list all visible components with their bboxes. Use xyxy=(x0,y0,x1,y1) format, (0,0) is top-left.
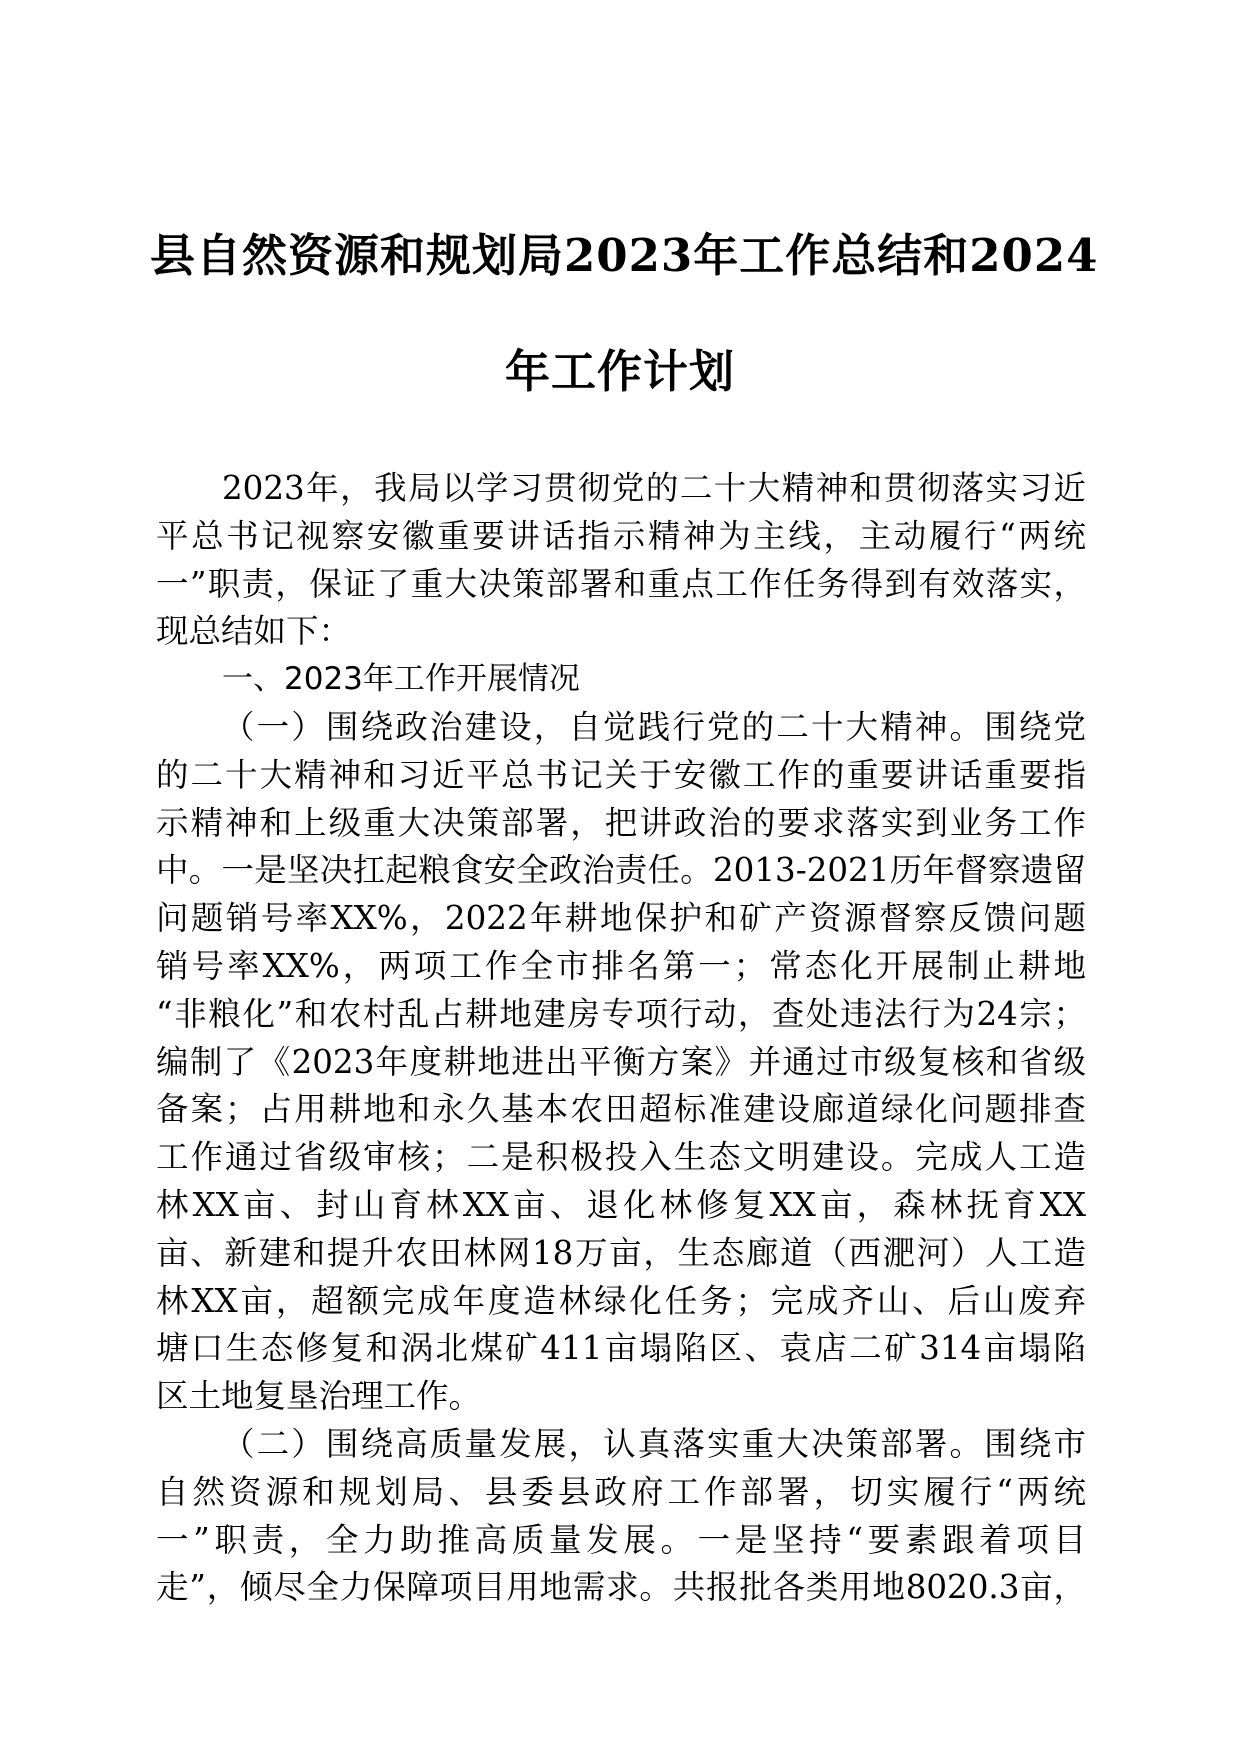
paragraph-line: 中。一是坚决扛起粮食安全政治责任。2013-2021历年督察遗留 xyxy=(156,851,1086,890)
paragraph-line: 区土地复垦治理工作。 xyxy=(156,1377,482,1416)
paragraph-line: 塘口生态修复和涡北煤矿411亩塌陷区、袁店二矿314亩塌陷 xyxy=(156,1329,1086,1368)
paragraph-line: 一”职责，全力助推高质量发展。一是坚持“要素跟着项目 xyxy=(156,1520,1086,1559)
paragraph-line: 走”，倾尽全力保障项目用地需求。共报批各类用地8020.3亩， xyxy=(156,1568,1086,1607)
paragraph-line: 的二十大精神和习近平总书记关于安徽工作的重要讲话重要指 xyxy=(156,755,1086,794)
paragraph-line: 编制了《2023年度耕地进出平衡方案》并通过市级复核和省级 xyxy=(156,1042,1086,1081)
paragraph-line: 现总结如下： xyxy=(156,612,352,651)
paragraph-line: 平总书记视察安徽重要讲话指示精神为主线，主动履行“两统 xyxy=(156,516,1086,555)
paragraph-line: 工作通过省级审核；二是积极投入生态文明建设。完成人工造 xyxy=(156,1138,1086,1177)
paragraph-line: 2023年，我局以学习贯彻党的二十大精神和贯彻落实习近 xyxy=(222,469,1086,507)
document-title-line-1: 县自然资源和规划局2023年工作总结和2024 xyxy=(150,229,1099,282)
document-body xyxy=(156,465,1086,1612)
paragraph-line: 林XX亩，超额完成年度造林绿化任务；完成齐山、后山废弃 xyxy=(156,1281,1086,1320)
paragraph-line: 自然资源和规划局、县委县政府工作部署，切实履行“两统 xyxy=(156,1472,1086,1511)
paragraph-line: 销号率XX%，两项工作全市排名第一；常态化开展制止耕地 xyxy=(156,946,1086,985)
paragraph-line: 林XX亩、封山育林XX亩、退化林修复XX亩，森林抚育XX xyxy=(156,1185,1086,1224)
paragraph-line: 示精神和上级重大决策部署，把讲政治的要求落实到业务工作 xyxy=(156,803,1086,842)
paragraph-line: （一）围绕政治建设，自觉践行党的二十大精神。围绕党 xyxy=(222,707,1086,746)
paragraph-line: 一”职责，保证了重大决策部署和重点工作任务得到有效落实， xyxy=(156,564,1086,603)
document-title-line-2: 年工作计划 xyxy=(504,345,735,398)
paragraph-line: “非粮化”和农村乱占耕地建房专项行动，查处违法行为24宗； xyxy=(156,994,1086,1033)
section-heading: 一、2023年工作开展情况 xyxy=(222,661,580,698)
paragraph-line: （二）围绕高质量发展，认真落实重大决策部署。围绕市 xyxy=(222,1424,1086,1463)
paragraph-line: 亩、新建和提升农田林网18万亩，生态廊道（西淝河）人工造 xyxy=(156,1233,1086,1272)
paragraph-line: 备案；占用耕地和永久基本农田超标准建设廊道绿化问题排查 xyxy=(156,1090,1086,1129)
paragraph-line: 问题销号率XX%，2022年耕地保护和矿产资源督察反馈问题 xyxy=(156,899,1086,938)
